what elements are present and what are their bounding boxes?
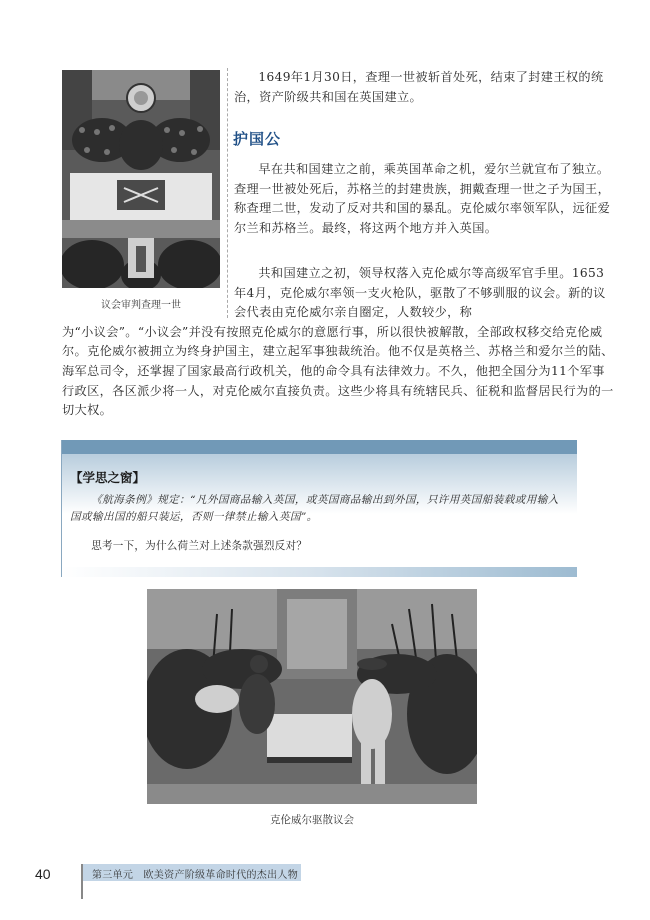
section-heading: 护国公 — [233, 130, 282, 148]
box-top-band — [62, 440, 577, 454]
figure-parliament-trial — [62, 70, 220, 288]
paragraph-protectorate — [62, 264, 614, 421]
box-bottom-band — [62, 567, 577, 577]
paragraph-ireland-scotland: 早在共和国建立之前，乘英国革命之机，爱尔兰就宣布了独立。查理一世被处死后，苏格兰的封建贵族，拥戴查理一世之子为国王，称查理二世，发动了反对共和国的暴乱。克伦威尔率领军队，远征爱尔兰和苏格兰。最终，将这两个地方并入英国。 — [234, 162, 611, 235]
figure-caption-cromwell: 克伦威尔驱散议会 — [270, 814, 354, 826]
thinking-window-box — [61, 440, 577, 577]
box-quote: 《航海条例》规定：“凡外国商品输入英国，或英国商品输出到外国，只许用英国船装载或用输入国或输出国的船只装运，否则一律禁止输入英国”。 — [70, 494, 559, 523]
box-title: 【学思之窗】 — [70, 470, 146, 485]
paragraph-execution: 1649年1月30日，查理一世被斩首处死，结束了封建王权的统治，资产阶级共和国在英国建立。 — [234, 70, 604, 104]
engraving-image — [62, 70, 220, 288]
engraving-image — [147, 589, 477, 804]
paragraph-protectorate-lead: 共和国建立之初，领导权落入克伦威尔等高级军官手里。1653年4月，克伦威尔率领一支火枪队，驱散了不够驯服的议会。新的议会代表由克伦威尔亲自圈定，人数较少，称 — [234, 266, 606, 320]
page-number: 40 — [35, 866, 51, 882]
box-question: 思考一下，为什么荷兰对上述条款强烈反对？ — [91, 540, 308, 552]
footer-unit-title: 第三单元 欧美资产阶级革命时代的杰出人物 — [92, 870, 298, 881]
paragraph-protectorate-rest: 为“小议会”。“小议会”并没有按照克伦威尔的意愿行事，所以很快被解散，全部政权移交给克伦威尔。克伦威尔被拥立为终身护国主，建立起军事独裁统治。他不仅是英格兰、苏格兰和爱尔兰的陆、海军总司令，还掌握了国家最高行政机关，他的命令具有法律效力。不久，他把全国分为11个军事行政区，各区派少将一人，对克伦威尔直接负责。这些少将具有统辖民兵、征税和监督居民行为的一切大权。 — [62, 324, 614, 418]
figure-caption-parliament-trial: 议会审判查理一世 — [101, 300, 181, 311]
figure-cromwell-dissolves-parliament — [147, 589, 477, 804]
